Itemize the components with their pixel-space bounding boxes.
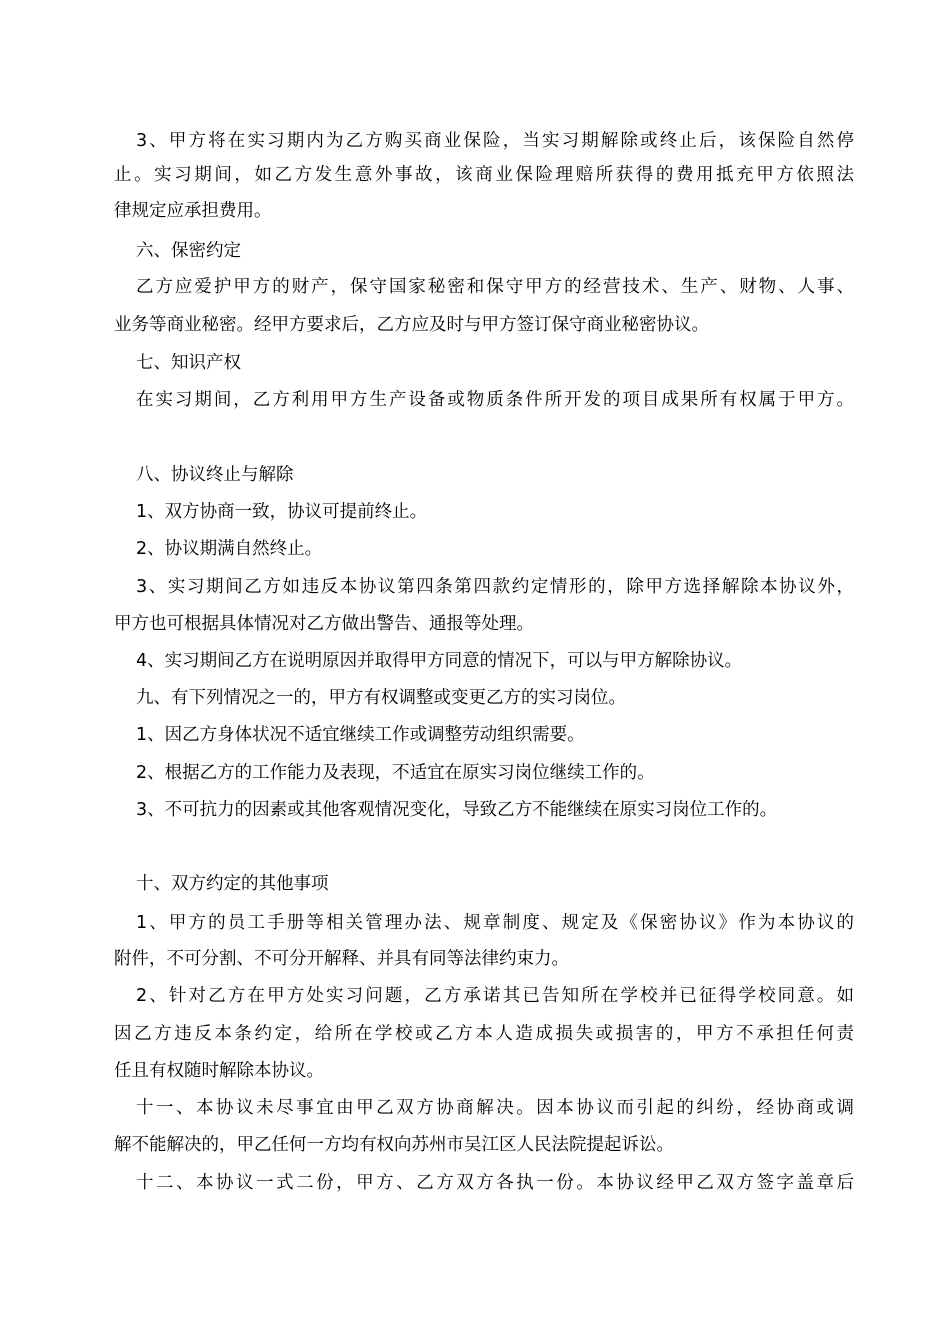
text-line: 解不能解决的，甲乙任何一方均有权向苏州市吴江区人民法院提起诉讼。 <box>114 1135 674 1155</box>
text-line: 2、协议期满自然终止。 <box>136 539 323 559</box>
text-line: 1、甲方的员工手册等相关管理办法、规章制度、规定及《保密协议》作为本协议的 <box>136 913 854 933</box>
section-heading: 八、协议终止与解除 <box>136 465 294 485</box>
text-line: 3、甲方将在实习期内为乙方购买商业保险，当实习期解除或终止后，该保险自然停 <box>136 131 854 151</box>
text-line: 止。实习期间，如乙方发生意外事故，该商业保险理赔所获得的费用抵充甲方依照法 <box>114 165 854 185</box>
section-heading: 十、双方约定的其他事项 <box>136 874 329 894</box>
text-line: 乙方应爱护甲方的财产，保守国家秘密和保守甲方的经营技术、生产、财物、人事、 <box>136 277 854 297</box>
text-line: 3、不可抗力的因素或其他客观情况变化，导致乙方不能继续在原实习岗位工作的。 <box>136 800 778 820</box>
text-line: 2、针对乙方在甲方处实习问题，乙方承诺其已告知所在学校并已征得学校同意。如 <box>136 986 854 1006</box>
section-heading: 九、有下列情况之一的，甲方有权调整或变更乙方的实习岗位。 <box>136 688 626 708</box>
text-line: 甲方也可根据具体情况对乙方做出警告、通报等处理。 <box>114 614 534 634</box>
text-line: 律规定应承担费用。 <box>114 201 272 221</box>
text-line: 3、实习期间乙方如违反本协议第四条第四款约定情形的，除甲方选择解除本协议外， <box>136 577 854 597</box>
text-line: 1、双方协商一致，协议可提前终止。 <box>136 502 428 522</box>
section-heading: 七、知识产权 <box>136 353 241 373</box>
section-heading: 六、保密约定 <box>136 241 241 261</box>
text-line: 业务等商业秘密。经甲方要求后，乙方应及时与甲方签订保守商业秘密协议。 <box>114 315 709 335</box>
text-line: 附件，不可分割、不可分开解释、并具有同等法律约束力。 <box>114 949 569 969</box>
text-line: 在实习期间，乙方利用甲方生产设备或物质条件所开发的项目成果所有权属于甲方。 <box>136 390 854 410</box>
text-line: 因乙方违反本条约定，给所在学校或乙方本人造成损失或损害的，甲方不承担任何责 <box>114 1024 854 1044</box>
text-line: 任且有权随时解除本协议。 <box>114 1061 324 1081</box>
text-line: 2、根据乙方的工作能力及表现，不适宜在原实习岗位继续工作的。 <box>136 763 655 783</box>
text-line: 十一、本协议未尽事宜由甲乙双方协商解决。因本协议而引起的纠纷，经协商或调 <box>136 1098 854 1118</box>
text-line: 4、实习期间乙方在说明原因并取得甲方同意的情况下，可以与甲方解除协议。 <box>136 651 743 671</box>
text-line: 1、因乙方身体状况不适宜继续工作或调整劳动组织需要。 <box>136 725 585 745</box>
text-line: 十二、本协议一式二份，甲方、乙方双方各执一份。本协议经甲乙双方签字盖章后 <box>136 1173 854 1193</box>
